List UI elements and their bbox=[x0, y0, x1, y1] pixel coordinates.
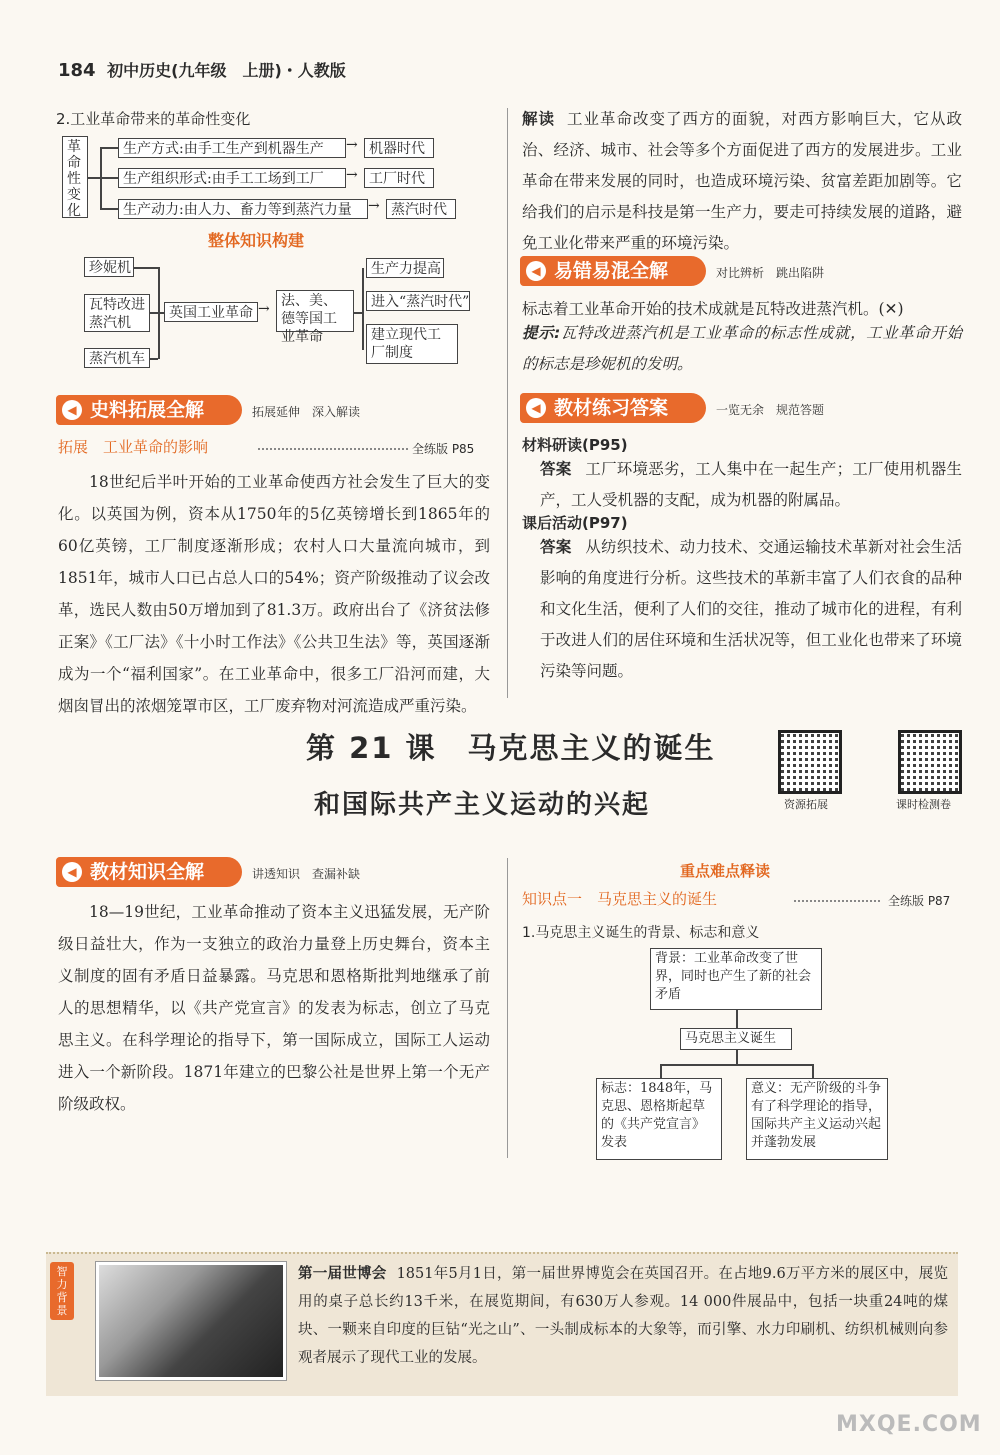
knowledge-text: 18—19世纪，工业革命推动了资本主义迅猛发展，无产阶级日益壮大，作为一支独立的政治力量登上历史舞台，资本主义制度的固有矛盾日益暴露。马克思和恩格斯批判地继承了前人的思想精华，以《共产党宣言》的发表为标志，创立了马克思主义。在科学理论的指导下，第一国际成立，国际工人运动进入一个新阶段。1871年建立的巴黎公社是世界上第一个无产阶级政权。 bbox=[58, 903, 490, 1113]
answer1: 答案 工厂环境恶劣，工人集中在一起生产；工厂使用机器生产，工人受机器的支配，成为机器的附属品。 bbox=[540, 460, 962, 509]
ext-ref: 全练版 P85 bbox=[412, 442, 475, 456]
banner3-sub: 一览无余 规范答题 bbox=[716, 403, 825, 417]
answer2: 答案 从纺织技术、动力技术、交通运输技术革新对社会生活影响的角度进行分析。这些技术的革新丰富了人们衣食的品种和文化生活，便利了人们的交往，推动了城市化的进程，有利于改进人们的居住环境和生活状况等，但工业化也带来了环境污染等问题。 bbox=[540, 538, 962, 680]
page-header bbox=[58, 58, 346, 81]
result-productivity: 生产力提高 bbox=[366, 258, 444, 278]
spread-box: 法、美、德等国工业革命 bbox=[276, 290, 354, 332]
change-row-3-right: 蒸汽时代 bbox=[386, 199, 456, 219]
vertical-label: 革命性变化 bbox=[67, 139, 81, 219]
megaphone-icon: ◀ bbox=[526, 261, 546, 281]
hint-text: 瓦特改进蒸汽机是工业革命的标志性成就，工业革命开始的标志是珍妮机的发明。 bbox=[522, 324, 962, 373]
page-number: 184 bbox=[58, 60, 96, 81]
invention-watt: 瓦特改进蒸汽机 bbox=[84, 294, 150, 332]
result-factory: 建立现代工厂制度 bbox=[366, 324, 458, 364]
mistake-statement: 标志着工业革命开始的技术成就是瓦特改进蒸汽机。(✕) bbox=[522, 300, 904, 318]
expo-body: 1851年5月1日，第一届世界博览会在英国召开。在占地9.6万平方米的展区中，展览用的桌子总长约13千米，在展览期间，有630万人参观。14 000件展品中，包括一块重24吨的煤块、一颗来自印度的巨钻“光之山”、一头制成标本的大象等，而引擎、水力印刷机、纺织机械则向参观者展示了现代工业的发展。 bbox=[298, 1266, 949, 1366]
lesson-title-line1: 第 21 课 马克思主义的诞生 bbox=[306, 731, 716, 765]
qr2-label: 课时检测卷 bbox=[896, 798, 951, 811]
section2-title: 2.工业革命带来的革命性变化 bbox=[56, 110, 251, 128]
lesson-title-line2: 和国际共产主义运动的兴起 bbox=[314, 790, 651, 820]
megaphone-icon: ◀ bbox=[62, 400, 82, 420]
side-label: 智力背景 bbox=[50, 1262, 74, 1320]
expo-title: 第一届世博会 bbox=[298, 1266, 387, 1282]
arrow-right-icon: → bbox=[258, 301, 270, 317]
change-row-2-right: 工厂时代 bbox=[364, 168, 434, 188]
watermark: MXQE.COM bbox=[836, 1412, 982, 1437]
answer2-title: 课后活动(P97) bbox=[522, 514, 628, 532]
result-steam-age: 进入“蒸汽时代” bbox=[366, 291, 470, 311]
center-industrial-revolution: 英国工业革命 bbox=[164, 302, 258, 322]
qr1-label: 资源拓展 bbox=[784, 798, 828, 811]
key-ref: 全练版 P87 bbox=[888, 894, 951, 908]
banner-textbook-answers: ◀ 教材练习答案 bbox=[520, 393, 706, 423]
arrow-right-icon: → bbox=[368, 198, 380, 214]
banner2-sub: 对比辨析 跳出陷阱 bbox=[716, 266, 825, 280]
answer1-title: 材料研读(P95) bbox=[522, 436, 628, 454]
overall-structure-title: 整体知识构建 bbox=[208, 231, 305, 250]
banner-common-mistakes: ◀ 易错易混全解 bbox=[520, 256, 706, 286]
arrow-right-icon: → bbox=[346, 137, 358, 153]
expo-photo bbox=[96, 1262, 286, 1380]
banner4-sub: 讲透知识 查漏补缺 bbox=[252, 867, 361, 881]
invention-jenny: 珍妮机 bbox=[84, 257, 134, 277]
mistake-hint bbox=[522, 318, 962, 380]
background-box: 背景：工业革命改变了世界，同时也产生了新的社会矛盾 bbox=[650, 948, 822, 1010]
change-row-2-left: 生产组织形式:由手工工场到工厂 bbox=[118, 168, 346, 188]
interpretation bbox=[522, 104, 962, 259]
meaning-box: 意义：无产阶级的斗争有了科学理论的指导，国际共产主义运动兴起并蓬勃发展 bbox=[746, 1078, 888, 1160]
qr-code-resources[interactable] bbox=[778, 730, 842, 794]
interpretation-text: 工业革命改变了西方的面貌，对西方影响巨大，它从政治、经济、城市、社会等多个方面促进了西方的发展进步。工业革命在带来发展的同时，也造成环境污染、贫富差距加剧等。它给我们的启示是科技是第一生产力，要走可持续发展的道路，避免工业化带来严重的环境污染。 bbox=[522, 110, 962, 252]
ext-label: 拓展 工业革命的影响 bbox=[58, 438, 209, 456]
vertical-label-box bbox=[62, 136, 88, 218]
invention-locomotive: 蒸汽机车 bbox=[84, 348, 150, 368]
qr-code-test[interactable] bbox=[898, 730, 962, 794]
ext-text: 18世纪后半叶开始的工业革命使西方社会发生了巨大的变化。以英国为例，资本从1750年的5亿英镑增长到1865年的60亿英镑，工厂制度逐渐形成；农村人口大量流向城市，到1851年，城市人口已占总人口的54%；资产阶级推动了议会改革，选民人数由50万增加到了81.3万。政府出台了《济贫法修正案》《工厂法》《十小时工作法》《公共卫生法》等，英国逐渐成为一个“福利国家”。在工业革命中，很多工厂沿河而建，大烟囱冒出的浓烟笼罩市区，工厂废弃物对河流造成严重污染。 bbox=[58, 473, 490, 715]
change-row-1-left: 生产方式:由手工生产到机器生产 bbox=[118, 138, 346, 158]
key-points-title: 重点难点释读 bbox=[680, 862, 771, 880]
megaphone-icon: ◀ bbox=[526, 398, 546, 418]
key-subtitle: 1.马克思主义诞生的背景、标志和意义 bbox=[522, 925, 760, 941]
change-row-1-right: 机器时代 bbox=[364, 138, 434, 158]
banner1-sub: 拓展延伸 深入解读 bbox=[252, 405, 361, 419]
change-row-3-left: 生产动力:由人力、畜力等到蒸汽力量 bbox=[118, 199, 368, 219]
center-marxism-box: 马克思主义诞生 bbox=[680, 1028, 792, 1050]
banner-source-extension: ◀ 史料拓展全解 bbox=[56, 395, 242, 425]
knowledge-point-1: 知识点一 马克思主义的诞生 bbox=[522, 890, 718, 908]
expo-text bbox=[298, 1260, 948, 1372]
mark-box: 标志：1848年，马克思、恩格斯起草的《共产党宣言》发表 bbox=[596, 1078, 722, 1160]
hint-label: 提示: bbox=[522, 324, 561, 342]
banner-textbook-knowledge: ◀ 教材知识全解 bbox=[56, 857, 242, 887]
book-title: 初中历史(九年级 上册)・人教版 bbox=[107, 61, 346, 80]
arrow-right-icon: → bbox=[346, 167, 358, 183]
megaphone-icon: ◀ bbox=[62, 862, 82, 882]
interpretation-label: 解读 bbox=[522, 110, 555, 128]
